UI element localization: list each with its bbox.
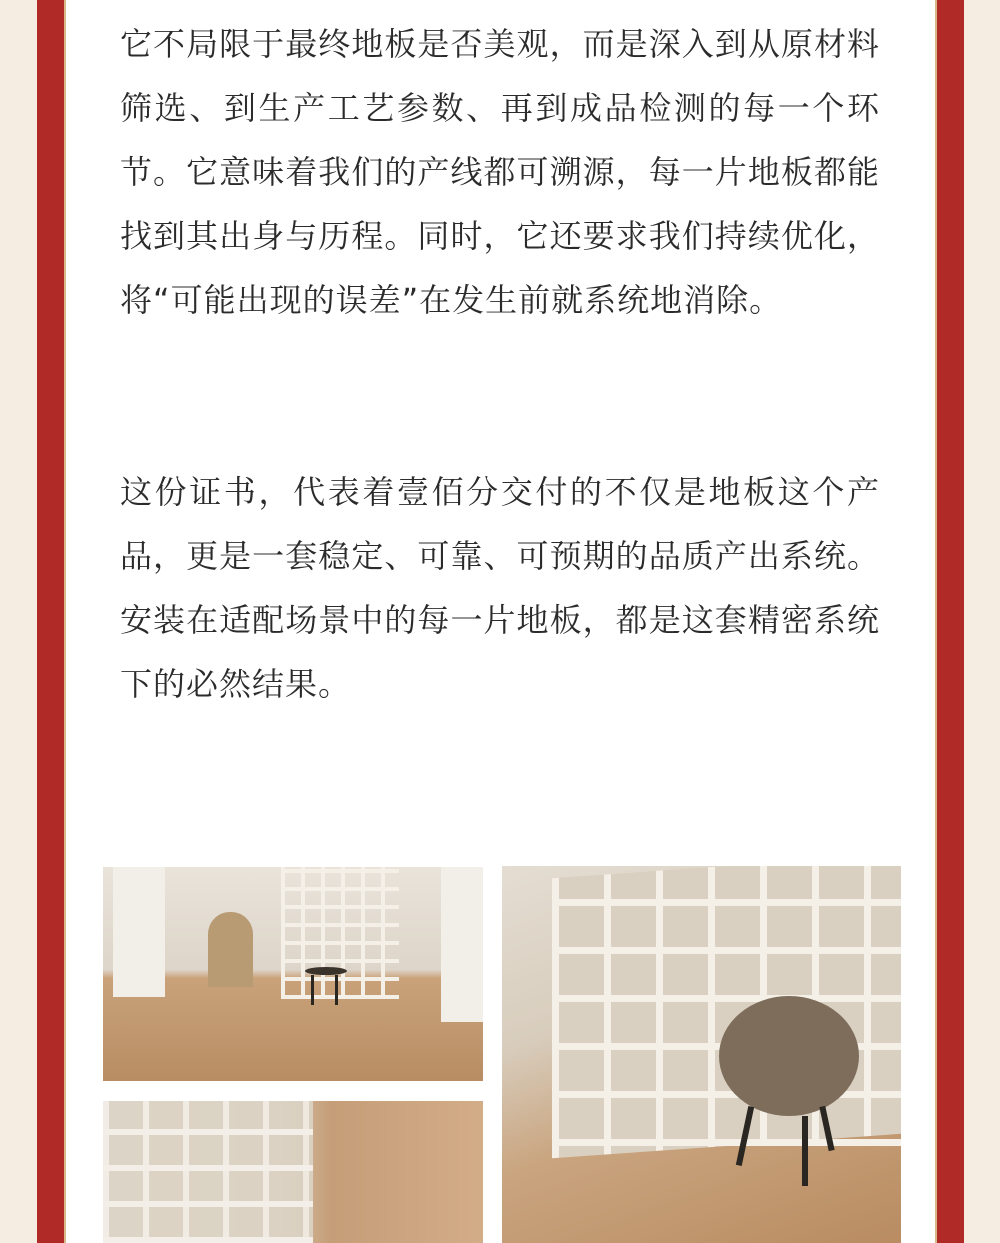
frame-right-gold-line — [935, 0, 937, 1243]
frame-left-border — [37, 0, 64, 1243]
article-content — [66, 0, 935, 1243]
photo-shelf-closeup — [103, 1101, 483, 1243]
photo-room-wide — [103, 867, 483, 1081]
frame-right-border — [937, 0, 964, 1243]
round-table-icon — [719, 996, 859, 1116]
photo-shelf-and-table — [502, 866, 901, 1243]
paragraph-traceability: 它不局限于最终地板是否美观，而是深入到从原材料筛选、到生产工艺参数、再到成品检测的每一个环节。它意味着我们的产线都可溯源，每一片地板都能找到其出身与历程。同时，它还要求我们持续优化，将“可能出现的误差”在发生前就系统地消除。 — [120, 25, 880, 319]
paragraph-certificate: 这份证书，代表着壹佰分交付的不仅是地板这个产品，更是一套稳定、可靠、可预期的品质产出系统。安装在适配场景中的每一片地板，都是这套精密系统下的必然结果。 — [120, 473, 880, 703]
